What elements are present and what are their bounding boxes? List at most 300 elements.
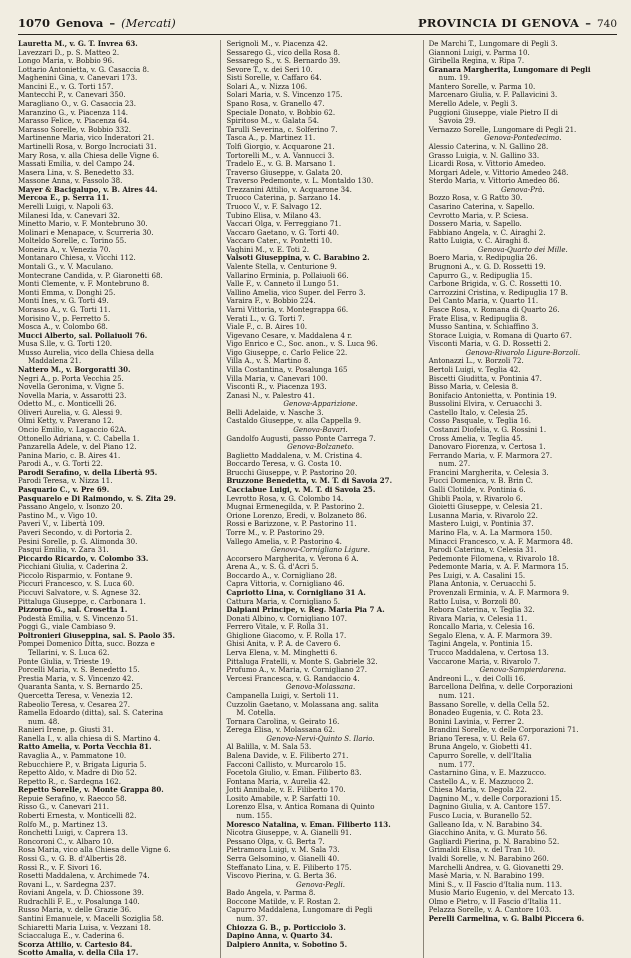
directory-entry: Monti Emma, v. Donghi 25. bbox=[18, 287, 116, 297]
directory-entry: Brugnoni A., v. G. D. Rossetti 19. bbox=[428, 262, 546, 272]
directory-entry: Tarulli Severina, c. Solferino 7. bbox=[226, 124, 338, 134]
directory-entry: Solari A., v. Nizza 106. bbox=[226, 81, 308, 91]
directory-entry: Francini Margherita, v. Celesia 3. bbox=[428, 467, 549, 477]
directory-entry: Bado Angela, v. Parma 8. bbox=[226, 888, 316, 898]
directory-entry: Rivara Maria, v. Celesia 11. bbox=[428, 613, 528, 623]
directory-entry: Olmi Ketty, v. Paverano 12. bbox=[18, 416, 114, 426]
directory-entry: Oncio Emilio, v. Lagaccio 62A. bbox=[18, 425, 127, 435]
directory-entry: num. 155. bbox=[236, 811, 273, 821]
directory-entry: Marchelli Andrea, v. G. Giovanetti 29. bbox=[428, 862, 564, 872]
directory-entry: Castarnino Gina, v. E. Mazzucco. bbox=[428, 768, 547, 778]
section-heading: Genova-Molassana. bbox=[285, 682, 356, 692]
directory-entry: Roberti Ernesta, v. Monticelli 82. bbox=[18, 811, 137, 821]
directory-entry: Pedemonte Filomena, v. Rivarolo 18. bbox=[428, 553, 560, 563]
directory-entry: Novella Geronima, v. Vigne 5. bbox=[18, 382, 125, 392]
directory-entry: Capriotto Lina, v. Cornigliano 31 A. bbox=[226, 588, 366, 597]
directory-entry: Capurro G., v. Redipuglia 15. bbox=[428, 270, 533, 280]
directory-entry: Mercoa E., p. Serra 11. bbox=[18, 193, 109, 203]
directory-entry: Ottonello Adriana, v. C. Cabella 1. bbox=[18, 433, 140, 443]
section-heading: Genova-Nervi-Quinto S. Ilario. bbox=[266, 733, 375, 743]
directory-entry: Rebora Caterina, v. Teglia 32. bbox=[428, 605, 535, 615]
directory-entry: Mosca A., v. Colombo 68. bbox=[18, 322, 108, 332]
directory-entry: Ramella Edoardo (ditta), sal. S. Caterina bbox=[18, 708, 164, 718]
directory-entry: Massati Emilia, v. del Campo 24. bbox=[18, 159, 135, 169]
directory-entry: Tellarini, v. S. Luca 62. bbox=[28, 648, 110, 658]
directory-entry: Ronchetti Luigi, v. Caprera 13. bbox=[18, 828, 128, 838]
directory-entry: Musio Mario Eugenio, v. del Mercato 13. bbox=[428, 888, 575, 898]
directory-entry: Tornara Carolina, v. Geirato 16. bbox=[226, 716, 340, 726]
directory-entry: Frate Elisa, v. Redipuglia 8. bbox=[428, 313, 528, 323]
directory-entry: Cosso Pasquale, v. Teglia 16. bbox=[428, 416, 532, 426]
directory-entry: Fusco Lucia, v. Buranello 52. bbox=[428, 811, 533, 821]
directory-entry: Mary Rosa, v. alla Chiesa delle Vigne 6. bbox=[18, 150, 160, 160]
directory-entry: Repuie Serafino, v. Raecco 58. bbox=[18, 793, 127, 803]
directory-entry: Roncoroni C., v. Albaro 10. bbox=[18, 836, 114, 846]
directory-entry: Vigevano Cesare, v. Maddalena 4 r. bbox=[226, 330, 353, 340]
directory-entry: Dalpiani Principe, v. Reg. Maria Pia 7 A. bbox=[226, 605, 385, 615]
directory-entry: Jotti Annibale, v. E. Filiberto 170. bbox=[226, 785, 346, 795]
directory-entry: Olmo e Pietro, v. II Fascio d'Italia 11. bbox=[428, 896, 562, 906]
directory-entry: Montanaro Chiesa, v. Vicchi 112. bbox=[18, 253, 136, 263]
directory-entry: Ratto Luigia, v. C. Airaghi 8. bbox=[428, 236, 530, 246]
directory-entry: Baglietto Maddalena, v. M. Cristina 4. bbox=[226, 450, 363, 460]
directory-entry: Piccolo Risparmio, v. Fontane 9. bbox=[18, 570, 133, 580]
directory-entry: Briano Teresa, v. U. Rela 67. bbox=[428, 733, 530, 743]
directory-entry: Trezzanini Attilio, v. Acquarone 34. bbox=[226, 184, 352, 194]
directory-entry: Solari Maria, v. S. Vincenzo 175. bbox=[226, 90, 343, 100]
directory-entry: Varaira F., v. Bobbio 224. bbox=[226, 296, 316, 306]
directory-entry: Pompei Domenico Ditta, succ. Bozza e bbox=[18, 639, 155, 649]
directory-entry: Danovaro Fiorenza, v. Certosa 1. bbox=[428, 442, 546, 452]
directory-entry: Parodi Caterina, v. Celesia 31. bbox=[428, 545, 537, 555]
directory-entry: Fasce Rosa, v. Romana di Quarto 26. bbox=[428, 304, 560, 314]
directory-entry: Rebucchiere P., v. Brigata Liguria 5. bbox=[18, 759, 147, 769]
directory-entry: Molinari e Menapace, v. Scurreria 30. bbox=[18, 227, 154, 237]
section-heading: Genova-Pegli. bbox=[295, 879, 345, 889]
directory-entry: Piccuvi Salvatore, v. S. Agnese 32. bbox=[18, 588, 141, 597]
directory-entry: Provenzali Erminia, v. A. F. Marmora 9. bbox=[428, 588, 569, 597]
directory-entry: Podestà Emilia, v. S. Vincenzo 51. bbox=[18, 613, 139, 623]
directory-entry: Lauretta M., v. G. T. Invrea 63. bbox=[18, 39, 138, 48]
directory-entry: Rabeolio Teresa, v. Cesarea 27. bbox=[18, 699, 130, 709]
directory-entry: Dapino Anna, v. Quarto 34. bbox=[226, 931, 333, 941]
directory-entry: Lavezzari D., p. S. Matteo 2. bbox=[18, 47, 120, 57]
directory-entry: Tasca A., p. Martinez 11. bbox=[226, 133, 316, 143]
directory-entry: Galli Clotilde, v. Pontinia 6. bbox=[428, 485, 526, 495]
directory-entry: Gioietti Giuseppe, v. Celesia 21. bbox=[428, 502, 543, 512]
directory-entry: Antonazzi L., v. Borzoli 72. bbox=[428, 356, 524, 366]
header-separator: – bbox=[585, 16, 591, 30]
directory-entry: Piccardo Ricardo, v. Colombo 33. bbox=[18, 553, 149, 563]
directory-entry: Moresco Natalina, v. Eman. Filiberto 113. bbox=[226, 819, 391, 829]
directory-entry: Focetola Giulio, v. Eman. Filiberto 83. bbox=[226, 768, 362, 778]
directory-entry: Castello A., v. E. Mazzucco 2. bbox=[428, 776, 534, 786]
directory-entry: num. 27. bbox=[438, 459, 471, 469]
directory-entry: Vercesi Francesca, v. G. Randaccio 4. bbox=[226, 673, 360, 683]
directory-entry: Musa S.lle, v. G. Torti 120. bbox=[18, 339, 113, 349]
directory-entry: Carbone Brigida, v. G. C. Rossetti 10. bbox=[428, 279, 562, 289]
directory-entry: Verati L., v. G. Torti 7. bbox=[226, 313, 305, 323]
directory-entry: Marcenaro Giulia, v. F. Pallavicini 3. bbox=[428, 90, 558, 100]
directory-entry: Cross Amelia, v. Teglia 45. bbox=[428, 433, 523, 443]
directory-entry: Nicotra Giuseppe, v. A. Gianelli 91. bbox=[226, 828, 352, 838]
directory-entry: Lerva Elena, v. M. Minghetti 6. bbox=[226, 648, 338, 658]
directory-entry: Tubino Elisa, v. Milano 43. bbox=[226, 210, 322, 220]
directory-entry: Vaccaro Cater., v. Pontetti 10. bbox=[226, 236, 333, 246]
directory-entry: Visconti R., v. Piacenza 193. bbox=[226, 382, 327, 392]
directory-entry: Bonini Lavinia, v. Ferrer 2. bbox=[428, 716, 525, 726]
directory-entry: Pittaluga Fratelli, v. Monte S. Gabriele 32. bbox=[226, 656, 378, 666]
directory-entry: Valle F., v. Canneto il Lungo 51. bbox=[226, 279, 339, 289]
directory-entry: Musso Santina, v. Schiaffino 3. bbox=[428, 322, 539, 332]
directory-entry: Scorza Attilio, v. Cartesio 84. bbox=[18, 939, 133, 949]
directory-entry: Montali G., v. V. Maculano. bbox=[18, 262, 114, 272]
directory-entry: Pessano Olga, v. G. Berta 7. bbox=[226, 836, 325, 846]
directory-entry: Bertoli Luigi, v. Teglia 42. bbox=[428, 364, 521, 374]
directory-entry: Castello Italo, v. Celesia 25. bbox=[428, 407, 528, 417]
directory-entry: Pelazza Sorelle, v. A. Cantore 103. bbox=[428, 905, 552, 915]
directory-entry: Donati Albino, v. Cornigliano 107. bbox=[226, 613, 348, 623]
directory-entry: Brandini Sorelle, v. delle Corporazioni 71. bbox=[428, 725, 579, 735]
directory-entry: Parodi Serafino, v. della Libertà 95. bbox=[18, 467, 158, 477]
header-separator: – bbox=[109, 16, 116, 30]
directory-entry: Vallego Amelia, v. P. Pastorino 4. bbox=[226, 536, 342, 546]
directory-entry: Fabbiano Angela, v. C. Airaghi 2. bbox=[428, 227, 546, 237]
directory-entry: Pesini Sorelle, p. G. Alimonda 30. bbox=[18, 536, 138, 546]
directory-entry: Losito Amabile, v. P. Sarfatti 10. bbox=[226, 793, 341, 803]
section-heading: Genova-Bavari. bbox=[293, 425, 348, 435]
directory-entry: Ghisi Anita, v. P. A. de Cavero 6. bbox=[226, 639, 341, 649]
directory-entry: Savoia 29. bbox=[438, 116, 476, 126]
directory-entry: Serra Gelsomino, v. Gianelli 40. bbox=[226, 853, 340, 863]
directory-entry: Truoco V., v. F. Salvago 12. bbox=[226, 201, 322, 211]
section-heading: Genova-Bolzaneto. bbox=[287, 442, 354, 452]
directory-entry: Pittaluga Giuseppe, c. Carbonara 1. bbox=[18, 596, 146, 606]
directory-entry: Torre M., v. P. Pastorino 29. bbox=[226, 527, 325, 537]
directory-entry: Fucci Domenica, v. B. Brin C. bbox=[428, 476, 533, 486]
directory-entry: Passano Angelo, v. Isonzo 20. bbox=[18, 502, 123, 512]
directory-entry: Ferrando Maria, v. F. Marmora 27. bbox=[428, 450, 553, 460]
directory-entry: Oliveri Aurelia, v. G. Alessi 9. bbox=[18, 407, 123, 417]
directory-entry: Profumo A., v. Maria, v. Cornigliano 27. bbox=[226, 665, 368, 675]
directory-entry: Minacci Francesco, v. A. F. Marmora 48. bbox=[428, 536, 573, 546]
directory-entry: Varni Vittoria, v. Montegrappa 66. bbox=[226, 304, 349, 314]
directory-entry: Massone Anna, v. Fassolo 38. bbox=[18, 176, 123, 186]
directory-entry: Tradelo E., v. G. B. Marsano 1. bbox=[226, 159, 336, 169]
directory-entry: Ivaldi Sorelle, v. N. Barabino 260. bbox=[428, 853, 549, 863]
directory-entry: Masera Lina, v. S. Benedetto 33. bbox=[18, 167, 134, 177]
directory-entry: Truoco Caterina, p. Sarzano 14. bbox=[226, 193, 341, 203]
province-title: PROVINCIA DI GENOVA bbox=[417, 16, 580, 30]
directory-entry: Rosetti Maddalena, v. Archimede 74. bbox=[18, 871, 150, 881]
directory-entry: Giannoni Luigi, v. Parma 10. bbox=[428, 47, 530, 57]
directory-entry: Grimaldi Elisa, v. del Tran 10. bbox=[428, 845, 536, 855]
directory-entry: Viscovo Pierina, v. G. Berta 36. bbox=[226, 871, 337, 881]
directory-entry: Repetto Aldo, v. Madre di Dio 52. bbox=[18, 768, 137, 778]
section-heading: Genova-Sampierdarena. bbox=[479, 665, 567, 675]
directory-entry: Vigo Giuseppe, c. Carlo Felice 22. bbox=[226, 347, 348, 357]
directory-entry: Pasquarelo e Di Raimondo, v. S. Zita 29. bbox=[18, 493, 176, 503]
section-heading: Genova-Pontedecimo. bbox=[484, 133, 562, 143]
directory-entry: Ratto Luisa, v. Borzoli 80. bbox=[428, 596, 521, 606]
directory-entry: Monti Ines, v. G. Torti 49. bbox=[18, 296, 109, 306]
directory-entry: Del Canto Maria, v. Quarto 11. bbox=[428, 296, 539, 306]
directory-entry: Bonadeo Eugenia, v. C. Rota 23. bbox=[428, 708, 544, 718]
directory-entry: Facconi Callisto, v. Murcarolo 15. bbox=[226, 759, 347, 769]
directory-entry: Boero Maria, v. Redipuglia 26. bbox=[428, 253, 538, 263]
page-header bbox=[18, 16, 617, 35]
directory-entry: Repetto R., c. Sardegna 162. bbox=[18, 776, 122, 786]
directory-entry: Poggi G., viale Cambiaso 9. bbox=[18, 622, 116, 632]
directory-entry: Quaranta Santa, v. S. Bernardo 25. bbox=[18, 682, 143, 692]
directory-entry: Dagnino M., v. delle Corporazioni 15. bbox=[428, 793, 562, 803]
directory-entry: Dalpiero Annita, v. Sobotino 5. bbox=[226, 939, 348, 949]
directory-entry: Andreoni L., v. dei Colli 16. bbox=[428, 673, 526, 683]
directory-entry: Storace Luigia, v. Romana di Quarto 67. bbox=[428, 330, 572, 340]
directory-entry: Vaccarone Maria, v. Rivarolo 7. bbox=[428, 656, 541, 666]
directory-entry: Bruzzone Benedetta, v. M. T. di Savoia 27. bbox=[226, 476, 393, 486]
directory-entry: Campanella Luigi, v. Sertoli 11. bbox=[226, 690, 339, 700]
directory-entry: Rosa Maria, vico alla Chiesa delle Vigne 6. bbox=[18, 845, 171, 855]
directory-entry: Cattura Maria, v. Cornigliano 5. bbox=[226, 596, 341, 606]
directory-entry: Ghibli Paola, v. Rivarolo 6. bbox=[428, 493, 523, 503]
directory-entry: Balena Davide, v. E. Filiberto 271. bbox=[226, 750, 349, 760]
directory-entry: Vallino Amelia, vico Super. del Ferro 3. bbox=[226, 287, 366, 297]
directory-entry: Al Balilla, v. M. Sala 53. bbox=[226, 742, 312, 752]
directory-entry: Speciale Donato, v. Bobbio 62. bbox=[226, 107, 336, 117]
directory-entry: Giribella Regina, v. Ripa 7. bbox=[428, 56, 525, 66]
directory-entry: Santini Emanuele, v. Macelli Soziglia 58. bbox=[18, 913, 164, 923]
directory-entry: Fontana Maria, v. Aurelia 42. bbox=[226, 776, 331, 786]
directory-entry: Bonifacio Antonietta, v. Pontinia 19. bbox=[428, 390, 557, 400]
directory-entry: Risso G., v. Canevari 211. bbox=[18, 802, 110, 812]
directory-entry: Chiesa Maria, v. Degola 22. bbox=[428, 785, 527, 795]
directory-entry: Bassano Sorelle, v. della Cella 52. bbox=[428, 699, 550, 709]
directory-entry: Arena A., v. S. G. d'Acri 5. bbox=[226, 562, 319, 572]
directory-entry: Parodi A., v. G. Torti 22. bbox=[18, 459, 103, 469]
directory-entry: Alessio Caterina, v. N. Gallino 28. bbox=[428, 141, 549, 151]
directory-entry: Boccardo A., v. Cornigliano 28. bbox=[226, 570, 337, 580]
directory-entry: Vaghini M., v. E. Toti 2. bbox=[226, 244, 309, 254]
directory-entry: Picchiani Giulia, v. Caderina 2. bbox=[18, 562, 128, 572]
directory-entry: Ferrero Vitale, v. F. Rolla 31. bbox=[226, 622, 329, 632]
section-heading: Genova-Apparizione. bbox=[283, 399, 358, 409]
directory-entry: Quercetta Teresa, v. Venezia 12. bbox=[18, 690, 133, 700]
directory-entry: Ratto Amelia, v. Porta Vecchia 81. bbox=[18, 742, 152, 752]
directory-entry: Spiritoso M., v. Galata 54. bbox=[226, 116, 320, 126]
directory-entry: Milanesi Ida, v. Canevari 32. bbox=[18, 210, 120, 220]
directory-entry: Pedemonte Maria, v. A. F. Marmora 15. bbox=[428, 562, 569, 572]
directory-entry: Panzarella Adele, v. del Piano 12. bbox=[18, 442, 137, 452]
directory-entry: Sterdo Maria, v. Vittorio Amedeo 86. bbox=[428, 176, 560, 186]
column-2 bbox=[220, 40, 414, 958]
directory-entry: Roncallo Maria, v. Celesia 16. bbox=[428, 622, 535, 632]
directory-entry: Sisti Sorelle, v. Caffaro 64. bbox=[226, 73, 322, 83]
directory-entry: Mantero Sorelle, v. Parma 10. bbox=[428, 81, 536, 91]
directory-entry: Rossi G., v. G. B. d'Albertis 28. bbox=[18, 853, 127, 863]
directory-entry: Vaccaro Gaetano, v. G. Torti 40. bbox=[226, 227, 339, 237]
directory-entry: Vigo Enrico e C., Soc. anon., v. S. Luca 96. bbox=[226, 339, 378, 349]
directory-entry: Mastero Luigi, v. Pontinia 37. bbox=[428, 519, 534, 529]
directory-entry: Brucchi Giuseppe, v. P. Pastorino 20. bbox=[226, 467, 357, 477]
directory-entry: Mucci Alberto, sal. Pollaiuoli 76. bbox=[18, 330, 148, 340]
section-title: (Mercati) bbox=[121, 16, 176, 30]
directory-entry: Tortorelli M., v. A. Vannucci 3. bbox=[226, 150, 335, 160]
directory-entry: Ravaglia A., v. Pammatone 10. bbox=[18, 750, 127, 760]
directory-entry: Levrotto Rosa, v. G. Colombo 14. bbox=[226, 493, 344, 503]
directory-entry: Cacciabue Luigi, v. M. T. di Savoia 25. bbox=[226, 485, 376, 495]
directory-entry: Pastino M., v. Vigo 10. bbox=[18, 510, 98, 520]
directory-entry: Ghiglione Giacomo, v. F. Rolla 17. bbox=[226, 630, 347, 640]
directory-entry: Repetto Sorelle, v. Monte Grappa 80. bbox=[18, 785, 164, 795]
section-heading: Genova-Cornigliano Ligure. bbox=[271, 545, 370, 555]
directory-entry: Maghenini Gina, v. Canevari 173. bbox=[18, 73, 138, 83]
directory-entry: Pietramora Luigi, v. M. Sala 73. bbox=[226, 845, 340, 855]
directory-entry: Segalo Elena, v. A. F. Marmora 39. bbox=[428, 630, 553, 640]
page-number-right: 740 bbox=[596, 18, 617, 30]
directory-entry: Traverso Giuseppe, v. Galata 20. bbox=[226, 167, 343, 177]
directory-entry: Visconti Maria, v. G. D. Rossetti 2. bbox=[428, 339, 551, 349]
directory-entry: num. 37. bbox=[236, 913, 268, 923]
directory-entry: Boccardo Teresa, v. G. Costa 10. bbox=[226, 459, 342, 469]
directory-entry: Paveri Secondo, v. di Portoria 2. bbox=[18, 527, 133, 537]
directory-entry: Morasso A., v. G. Torti 11. bbox=[18, 304, 111, 314]
directory-entry: Orione Lorenzo, Eredi, v. Bolzaneto 86. bbox=[226, 510, 367, 520]
directory-entry: Mantecchi P., v. Canevari 350. bbox=[18, 90, 126, 100]
directory-entry: Montecrane Candida, v. P. Giaronetti 68. bbox=[18, 270, 163, 280]
directory-entry: Pasquario C., v. Pre 69. bbox=[18, 485, 110, 495]
directory-entry: Trucco Maddalena, v. Certosa 13. bbox=[428, 648, 549, 658]
directory-entry: Russo Maria, v. delle Grazie 36. bbox=[18, 905, 132, 915]
directory-entry: Bisso Maria, v. Celesia 8. bbox=[428, 382, 519, 392]
directory-entry: Martinenne Maria, vico Inderatori 21. bbox=[18, 133, 155, 143]
directory-entry: Puggioni Giuseppe, viale Pietro II di bbox=[428, 107, 558, 117]
directory-entry: Plana Antonia, v. Ceruacchi 5. bbox=[428, 579, 536, 589]
directory-entry: Cuzzolin Gaetano, v. Molassana ang. salita bbox=[226, 699, 379, 709]
directory-entry: Pizzorno G., sal. Crosetta 1. bbox=[18, 605, 128, 615]
directory-entry: Mancini E., v. G. Torti 157. bbox=[18, 81, 114, 91]
directory-entry: Ranella I., v. alla chiesa di S. Martino 4. bbox=[18, 733, 161, 743]
directory-entry: num. 19. bbox=[438, 73, 471, 83]
directory-entry: Musso Aurelia, vico della Chiesa della bbox=[18, 347, 154, 357]
directory-entry: Accorsero Margherita, v. Verona 6 A. bbox=[226, 553, 359, 563]
directory-entry: Capurro Maddalena, Lungomare di Pegli bbox=[226, 905, 373, 915]
directory-entry: Minetto Mario, v. F. Montebruno 30. bbox=[18, 219, 148, 229]
directory-entry: Parodi Teresa, v. Nizza 11. bbox=[18, 476, 113, 486]
directory-entry: num. 121. bbox=[438, 690, 475, 700]
directory-entry: Sessarego S., v. S. Bernardo 39. bbox=[226, 56, 341, 66]
directory-entry: Grasso Luigia, v. N. Gallino 33. bbox=[428, 150, 540, 160]
directory-entry: Vallarino Erminia, p. Pollaiuoli 66. bbox=[226, 270, 349, 280]
directory-entry: Giacchino Anita, v. G. Murato 56. bbox=[428, 828, 548, 838]
directory-entry: Piccuri Francesco, v. S. Luca 60. bbox=[18, 579, 135, 589]
directory-entry: Dagnino Giulia, v. A. Cantore 157. bbox=[428, 802, 551, 812]
directory-entry: Schiaretti Maria Luisa, v. Vezzani 18. bbox=[18, 922, 151, 932]
directory-entry: Rovani L., v. Sardegna 237. bbox=[18, 879, 117, 889]
directory-entry: Villa Maria, v. Canevari 100. bbox=[226, 373, 328, 383]
directory-entry: Galleano Ida, v. N. Barabino 34. bbox=[428, 819, 543, 829]
directory-entry: Bussolini Elvira, v. Ceruacchi 3. bbox=[428, 399, 543, 409]
directory-entry: Villa A., v. S. Martino 8. bbox=[226, 356, 311, 366]
directory-entry: Porcelli Maria, v. S. Benedetto 15. bbox=[18, 665, 140, 675]
directory-entry: Roviani Angela, v. D. Chiossone 39. bbox=[18, 888, 144, 898]
directory-entry: Merello Adele, v. Pegli 3. bbox=[428, 99, 518, 109]
directory-entry: Chiozza G. B., p. Porticciolo 3. bbox=[226, 922, 346, 932]
directory-entry: Casarino Caterina, v. Sapello. bbox=[428, 201, 535, 211]
section-heading: Genova-Prà. bbox=[500, 184, 545, 194]
directory-entry: Castaldo Giuseppe, v. alla Cappella 9. bbox=[226, 416, 361, 426]
directory-entry: Merelli Luigi, v. Napoli 63. bbox=[18, 201, 114, 211]
directory-entry: Biscetti Giuditta, v. Pontinia 47. bbox=[428, 373, 542, 383]
directory-entry: Marasso Felice, v. Piacenza 64. bbox=[18, 116, 130, 126]
directory-entry: num. 177. bbox=[438, 759, 475, 769]
directory-entry: Viale F., c. B. Aires 10. bbox=[226, 322, 307, 332]
directory-entry: Spano Rosa, v. Granello 47. bbox=[226, 99, 325, 109]
directory-entry: Rolfo M., p. Martinez 13. bbox=[18, 819, 108, 829]
column-1 bbox=[18, 40, 212, 958]
directory-entry: Maddalena 21. bbox=[28, 356, 82, 366]
directory-entry: Nattero M., v. Borgoratti 30. bbox=[18, 364, 131, 374]
directory-entry: Sevore T., v. dei Seri 10. bbox=[226, 64, 313, 74]
directory-entry: M. Cotella. bbox=[236, 708, 276, 718]
directory-entry: Bruna Angelo, v. Giobetti 41. bbox=[428, 742, 532, 752]
directory-columns bbox=[18, 39, 617, 958]
directory-entry: Scotto Amalia, v. della Cila 17. bbox=[18, 948, 139, 958]
directory-entry: Capurro Sorelle, v. dell'Italia bbox=[428, 750, 532, 760]
directory-entry: Molteldo Sorelle, c. Torino 55. bbox=[18, 236, 127, 246]
directory-entry: Tagini Angela, v. Pontinia 15. bbox=[428, 639, 533, 649]
directory-entry: Lorenzo Elsa, v. Antica Romana di Quinto bbox=[226, 802, 375, 812]
directory-entry: Villa Costantina, v. Posalunga 165 bbox=[226, 364, 348, 374]
directory-entry: Granara Margherita, Lungomare di Pegli bbox=[428, 64, 591, 74]
directory-entry: Serignoli M., v. Piacenza 42. bbox=[226, 39, 328, 48]
directory-entry: Paveri V., v. Libertà 109. bbox=[18, 519, 105, 529]
directory-entry: Costanzi Diofelia, v. G. Rossini 1. bbox=[428, 425, 547, 435]
directory-entry: Odetto M., c. Monticelli 26. bbox=[18, 399, 117, 409]
directory-entry: Sciaccaluga E., v. Caderina 6. bbox=[18, 931, 125, 941]
directory-entry: Prestia Maria, v. S. Vincenzo 42. bbox=[18, 673, 134, 683]
directory-entry: Tolfi Giorgio, v. Acquarone 21. bbox=[226, 141, 335, 151]
directory-entry: Dossero Maria, v. Sapello. bbox=[428, 219, 522, 229]
city-title: Genova bbox=[56, 16, 104, 30]
column-3 bbox=[423, 40, 617, 958]
directory-entry: Boccone Matilde, v. F. Rostan 2. bbox=[226, 896, 341, 906]
directory-entry: Ponte Giulia, v. Trieste 19. bbox=[18, 656, 113, 666]
directory-entry: Zanasi N., v. Palestro 41. bbox=[226, 390, 315, 400]
directory-entry: Vernazzo Sorelle, Lungomare di Pegli 21. bbox=[428, 124, 577, 134]
directory-entry: Mugnai Ermenegilda, v. P. Pastorino 2. bbox=[226, 502, 365, 512]
directory-entry: Lusanna Maria, v. Rivarolo 22. bbox=[428, 510, 538, 520]
directory-entry: Carrozzini Cristina, v. Redipuglia 17 B. bbox=[428, 287, 568, 297]
directory-entry: Perelli Carmelina, v. G. Balbi Piccera 6. bbox=[428, 913, 585, 923]
directory-entry: Belli Adelaide, v. Nasche 3. bbox=[226, 407, 324, 417]
directory-entry: Rossi R., v. F. Sivori 16. bbox=[18, 862, 102, 872]
directory-entry: Rossi e Barizzone, v. P. Pastorino 11. bbox=[226, 519, 357, 529]
directory-entry: Gagliardi Pierina, p. N. Barabino 52. bbox=[428, 836, 560, 846]
section-heading: Genova-Quarto dei Mille. bbox=[477, 244, 568, 254]
directory-entry: Lottario Antonietta, v. G. Casaccia 8. bbox=[18, 64, 150, 74]
directory-entry: Pes Luigi, v. A. Casalini 15. bbox=[428, 570, 526, 580]
directory-entry: De Marchi T., Lungomare di Pegli 3. bbox=[428, 39, 558, 48]
directory-entry: Sessarego G., vico della Rosa 8. bbox=[226, 47, 341, 57]
directory-entry: Poltronieri Giuseppina, sal. S. Paolo 35. bbox=[18, 630, 176, 640]
directory-entry: Pasqui Emilia, v. Zara 31. bbox=[18, 545, 109, 555]
directory-entry: Valsoti Giuseppina, v. C. Barabino 2. bbox=[226, 253, 370, 263]
directory-entry: Maranzino G., v. Piacenza 114. bbox=[18, 107, 128, 117]
directory-entry: Mayer & Bacigalupo, v. B. Aires 44. bbox=[18, 184, 158, 194]
directory-entry: Bozzo Rosa, v. G Ratto 30. bbox=[428, 193, 523, 203]
directory-entry: Zerega Elisa, v. Molassana 62. bbox=[226, 725, 335, 735]
